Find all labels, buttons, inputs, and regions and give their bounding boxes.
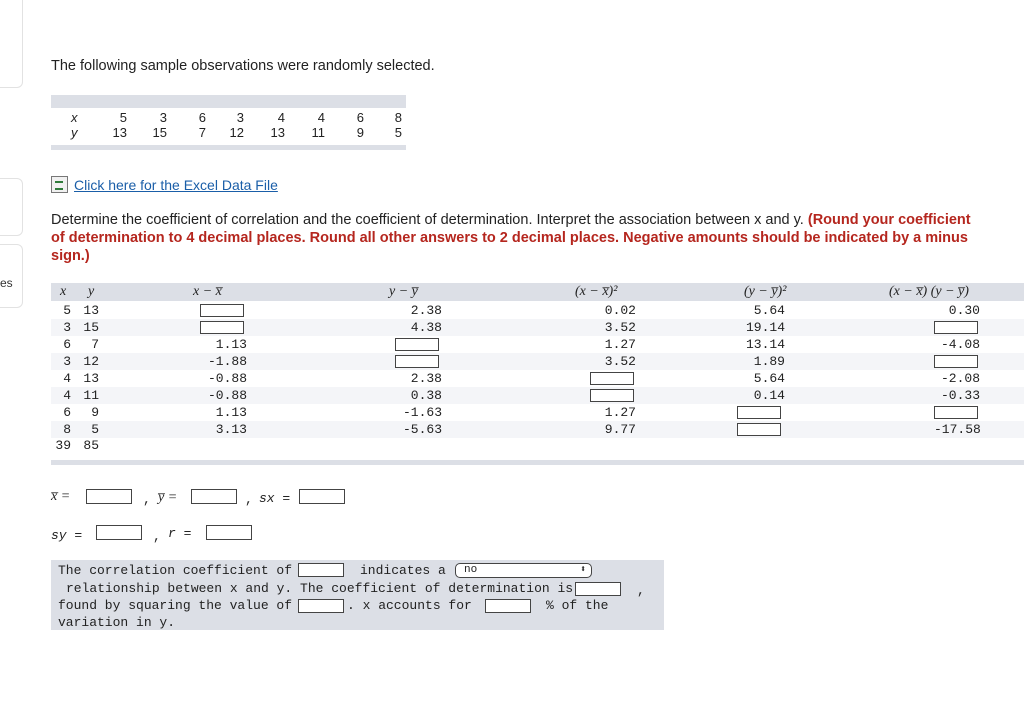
deviation-product: -2.08 [940,371,980,386]
y-deviation: 2.38 [410,371,442,386]
answer-text: . x accounts for [347,598,472,613]
table-header-bar [51,95,406,108]
deviation-product-input[interactable] [934,321,978,334]
x-value: 5 [119,110,127,125]
x-deviation-squared: 0.02 [604,303,636,318]
y-deviation-squared: 0.14 [753,388,785,403]
x-cell: 8 [63,422,71,437]
xbar-input[interactable] [86,489,132,504]
y-label: y [71,125,78,140]
y-deviation-squared-input[interactable] [737,423,781,436]
sidebar-label: es [0,276,13,290]
y-value: 11 [311,125,325,140]
sidebar-tab[interactable] [0,178,23,236]
y-value: 15 [152,125,167,140]
excel-data-link[interactable] [51,176,278,193]
deviation-product: 0.30 [948,303,980,318]
x-cell: 6 [63,405,71,420]
row-stripe [51,353,1024,370]
deviation-product: -0.33 [940,388,980,403]
y-deviation-squared: 13.14 [745,337,785,352]
y-cell: 5 [91,422,99,437]
col-header-y: y [88,284,95,299]
y-cell: 9 [91,405,99,420]
x-cell: 4 [63,371,71,386]
separator: , [153,529,161,544]
interpretation-panel [51,560,664,630]
y-value: 13 [112,125,127,140]
y-deviation: -1.63 [402,405,442,420]
col-header-x-dev: x − x̅ [193,284,222,299]
x-value: 6 [198,110,206,125]
r-label: r = [168,526,192,541]
x-deviation-squared: 1.27 [604,405,636,420]
x-value: 8 [394,110,402,125]
excel-link-label: Click here for the Excel Data File [74,176,278,193]
total-x: 39 [55,438,71,453]
answer-text: relationship between x and y. The coefficient of determination is [66,581,574,596]
y-cell: 13 [83,371,99,386]
x-cell: 5 [63,303,71,318]
calculation-table [51,283,1024,463]
determination-input[interactable] [575,582,621,596]
x-deviation-squared: 3.52 [604,354,636,369]
x-row [51,110,406,126]
y-deviation-squared: 1.89 [753,354,785,369]
col-header-y-dev-sq: (y − y̅)² [744,284,787,299]
x-cell: 6 [63,337,71,352]
y-value: 12 [229,125,244,140]
x-value: 3 [236,110,244,125]
x-deviation-squared: 1.27 [604,337,636,352]
answer-text: % of the [546,598,609,613]
table-footer-bar [51,460,1024,465]
x-deviation: 3.13 [215,422,247,437]
intro-text: The following sample observations were randomly selected. [51,58,435,74]
row-stripe [51,319,1024,336]
deviation-product-input[interactable] [934,355,978,368]
y-deviation-input[interactable] [395,338,439,351]
answer-text: found by squaring the value of [58,598,293,613]
observation-table [51,95,406,150]
sy-input[interactable] [96,525,142,540]
prompt-text: Determine the coefficient of correlation and the coefficient of determination. Interpret the association between x and y. [51,212,804,228]
x-value: 6 [356,110,364,125]
answer-text: indicates a [360,563,446,578]
row-stripe [51,421,1024,438]
y-value: 9 [356,125,364,140]
x-cell: 3 [63,320,71,335]
row-stripe [51,387,1024,404]
col-header-x-dev-sq: (x − x̅)² [575,284,618,299]
ybar-input[interactable] [191,489,237,504]
x-value: 3 [159,110,167,125]
col-header-x: x [60,284,67,299]
deviation-product: -4.08 [940,337,980,352]
x-cell: 4 [63,388,71,403]
y-cell: 13 [83,303,99,318]
y-cell: 15 [83,320,99,335]
x-deviation-input[interactable] [200,321,244,334]
ybar-label: y̅ = [158,490,178,505]
col-header-y-dev: y − y̅ [389,284,418,299]
answer-text: The correlation coefficient of [58,563,293,578]
y-value: 7 [198,125,206,140]
relationship-select[interactable] [455,563,592,578]
y-deviation: 0.38 [410,388,442,403]
x-deviation: -0.88 [207,371,247,386]
table-footer-bar [51,145,406,150]
y-cell: 11 [83,388,99,403]
y-deviation-squared: 5.64 [753,303,785,318]
deviation-product-input[interactable] [934,406,978,419]
x-deviation: 1.13 [215,405,247,420]
spreadsheet-icon [51,176,68,193]
answer-text: , [637,583,645,598]
x-deviation-squared: 9.77 [604,422,636,437]
y-value: 13 [270,125,285,140]
y-cell: 7 [91,337,99,352]
y-deviation: 4.38 [410,320,442,335]
x-value: 4 [317,110,325,125]
x-deviation-input[interactable] [200,304,244,317]
total-y: 85 [83,438,99,453]
sx-input[interactable] [299,489,345,504]
sidebar-tab[interactable] [0,0,23,88]
squared-value-input[interactable] [298,599,344,613]
y-deviation-input[interactable] [395,355,439,368]
x-cell: 3 [63,354,71,369]
answer-text: variation in y. [58,615,176,630]
x-deviation-squared-input[interactable] [590,372,634,385]
correlation-input[interactable] [298,563,344,577]
x-deviation-squared: 3.52 [604,320,636,335]
sx-label: sx = [259,491,291,506]
xbar-label: x̅ = [51,489,71,504]
x-value: 4 [277,110,285,125]
y-deviation: -5.63 [402,422,442,437]
y-value: 5 [394,125,402,140]
deviation-product: -17.58 [934,422,981,437]
x-deviation: -1.88 [207,354,247,369]
percent-input[interactable] [485,599,531,613]
y-deviation: 2.38 [410,303,442,318]
separator: , [245,492,253,507]
x-label: x [71,110,78,125]
y-deviation-squared: 19.14 [745,320,785,335]
col-header-product: (x − x̅) (y − y̅) [889,284,969,299]
y-deviation-squared: 5.64 [753,371,785,386]
select-arrows-icon: ⬍ [579,565,586,576]
y-cell: 12 [83,354,99,369]
x-deviation-squared-input[interactable] [590,389,634,402]
rounding-instructions: (Round your coefficient of determination to 4 decimal places. Round all other answers to 2 decimal places. Negative amounts should be indicated by a minus sign.) [51,212,971,264]
separator: , [143,492,151,507]
sy-label: sy = [51,528,83,543]
y-row [51,125,406,141]
question-prompt [51,211,971,265]
y-deviation-squared-input[interactable] [737,406,781,419]
r-input[interactable] [206,525,252,540]
x-deviation: -0.88 [207,388,247,403]
relationship-select-value: no [464,564,478,576]
x-deviation: 1.13 [215,337,247,352]
